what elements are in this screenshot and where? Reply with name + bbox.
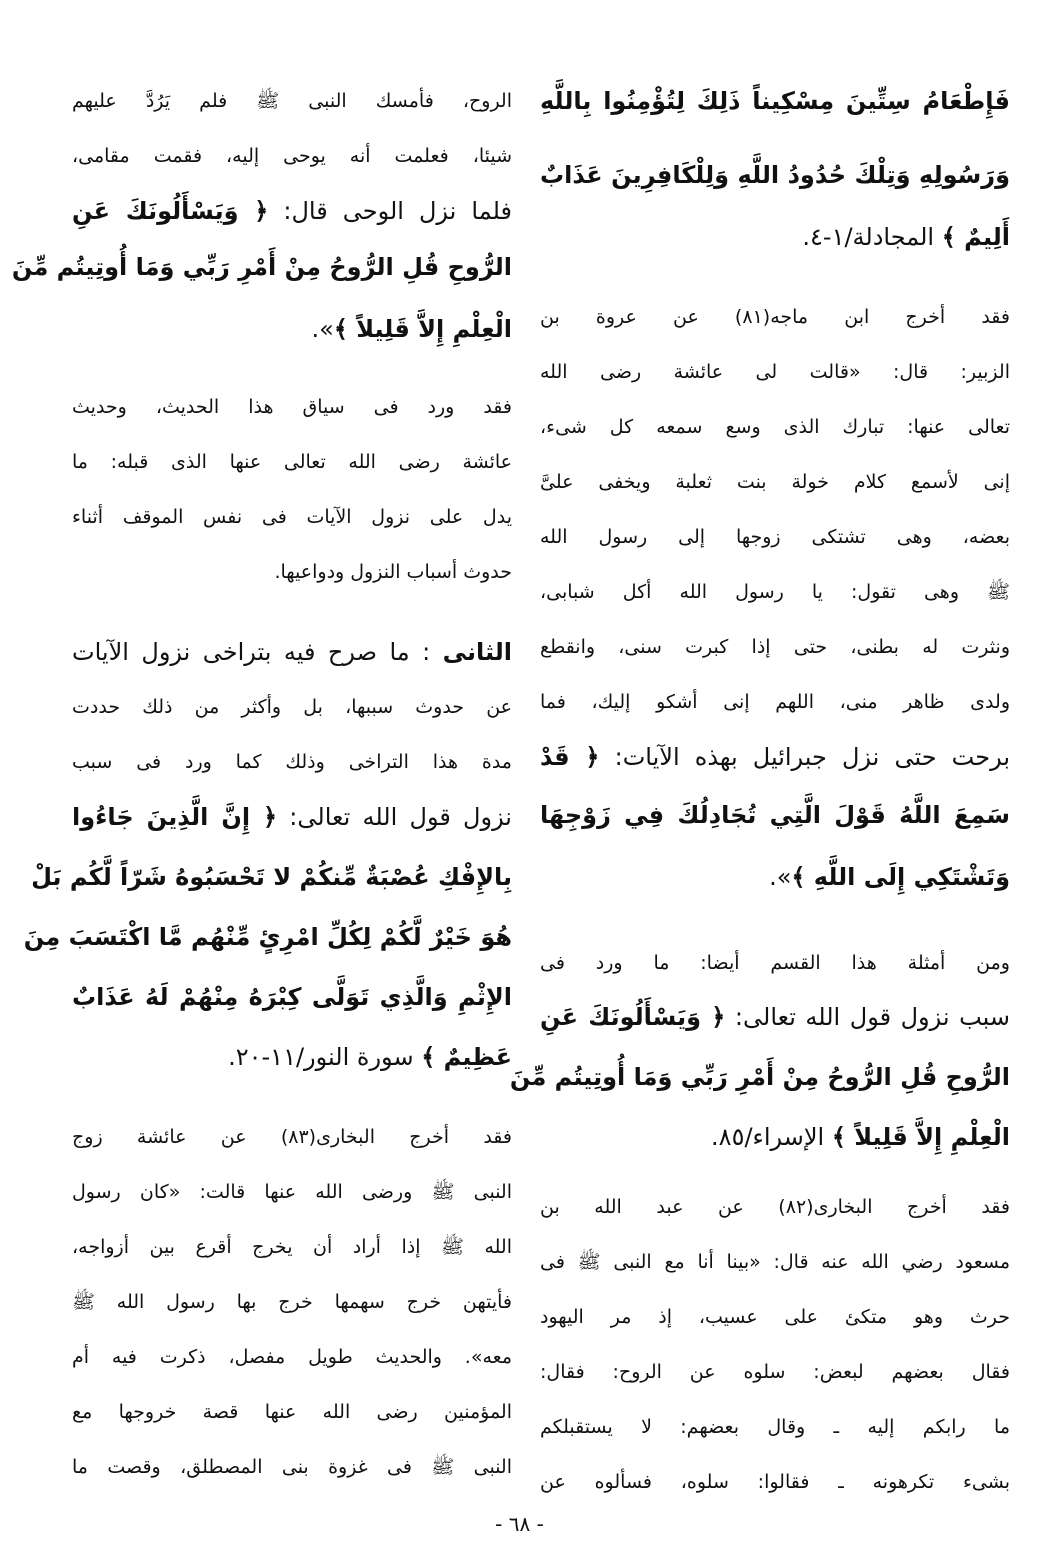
text-line: [540, 467, 1010, 497]
text-line: [72, 982, 512, 1012]
text-line: [72, 1287, 512, 1317]
text-line: [72, 1122, 512, 1152]
quran-verse-text: سَمِعَ اللَّهُ قَوْلَ الَّتِي تُجَادِلُكَ فِي زَوْجِهَا: [540, 801, 1010, 829]
body-text: فأيتهن خرج سهمها خرج بها رسول الله ﷺ: [72, 1291, 512, 1313]
body-text: ومن أمثلة هذا القسم أيضا: ما ورد فى: [540, 952, 1010, 974]
quran-verse-text: أَلِيمٌ ﴾: [941, 223, 1010, 251]
text-line: [72, 692, 512, 722]
text-line: [72, 1232, 512, 1262]
text-line: [72, 1452, 512, 1482]
text-line: [540, 522, 1010, 552]
body-text: النبى ﷺ ورضى الله عنها قالت: «كان رسول: [72, 1181, 512, 1203]
body-text: سورة النور/١١-٢٠.: [228, 1043, 422, 1071]
body-text: فلما نزل الوحى قال:: [268, 197, 512, 225]
text-line: [72, 557, 512, 587]
text-line: [72, 1042, 512, 1072]
body-text: مدة هذا التراخى وذلك كما ورد فى سبب: [72, 751, 512, 773]
quran-verse-text: وَتَشْتَكِي إِلَى اللَّهِ ﴾: [791, 863, 1010, 891]
text-line: [72, 1397, 512, 1427]
text-line: [540, 742, 1010, 772]
text-line: [509, 1062, 1010, 1092]
text-line: [72, 392, 512, 422]
quran-verse-text: الثانى: [442, 638, 512, 666]
quran-verse-text: وَرَسُولِهِ وَتِلْكَ حُدُودُ اللَّهِ وَلِلْكَافِرِينَ عَذَابٌ: [540, 161, 1010, 189]
body-text: سبب نزول قول الله تعالى:: [725, 1003, 1011, 1031]
body-text: إنى لأسمع كلام خولة بنت ثعلبة ويخفى علىَّ: [540, 471, 1010, 493]
text-line: [72, 747, 512, 777]
body-text: النبى ﷺ فى غزوة بنى المصطلق، وقصت ما: [72, 1456, 512, 1478]
text-line: [540, 577, 1010, 607]
quran-verse-text: عَظِيمٌ ﴾: [421, 1043, 512, 1071]
text-line: [72, 141, 512, 171]
body-text: برحت حتى نزل جبرائيل بهذه الآيات:: [599, 743, 1010, 771]
text-line: [72, 1177, 512, 1207]
text-line: [72, 637, 512, 667]
text-line: [540, 1467, 1010, 1497]
text-line: [540, 1412, 1010, 1442]
text-line: [72, 447, 512, 477]
body-text: معه». والحديث طويل مفصل، ذكرت فيه أم: [72, 1346, 512, 1368]
body-text: المجادلة/١-٤.: [802, 223, 942, 251]
text-line: [72, 502, 512, 532]
quran-verse-text: ﴿ قَدْ: [540, 743, 600, 771]
body-text: نزول قول الله تعالى:: [277, 803, 512, 831]
body-text: فقال بعضهم لبعض: سلوه عن الروح: فقال:: [540, 1361, 1010, 1383]
body-text: عن حدوث سببها، بل وأكثر من ذلك حددت: [72, 696, 512, 718]
body-text: شيئا، فعلمت أنه يوحى إليه، فقمت مقامى،: [72, 145, 512, 167]
text-line: [72, 314, 512, 344]
text-line: [540, 160, 1010, 190]
quran-verse-text: ﴿ وَيَسْأَلُونَكَ عَنِ: [72, 197, 269, 225]
text-line: [72, 86, 512, 116]
body-text: بعضه، وهى تشتكى زوجها إلى رسول الله: [540, 526, 1010, 548]
quran-verse-text: الرُّوحِ قُلِ الرُّوحُ مِنْ أَمْرِ رَبِّي وَمَا أُوتِيتُم مِّنَ: [11, 253, 512, 281]
text-line: [540, 632, 1010, 662]
body-text: عائشة رضى الله تعالى عنها الذى قبله: ما: [72, 451, 512, 473]
body-text: بشىء تكرهونه ـ فقالوا: سلوه، فسألوه عن: [540, 1471, 1010, 1493]
body-text: تعالى عنها: تبارك الذى وسع سمعه كل شىء،: [540, 416, 1010, 438]
quran-verse-text: الرُّوحِ قُلِ الرُّوحُ مِنْ أَمْرِ رَبِّي وَمَا أُوتِيتُم مِّنَ: [509, 1063, 1010, 1091]
text-line: [540, 1122, 1010, 1152]
text-line: [540, 222, 1010, 252]
body-text: ﷺ وهى تقول: يا رسول الله أكل شبابى،: [540, 581, 1010, 603]
text-line: [540, 1002, 1010, 1032]
body-text: فقد أخرج ابن ماجه(٨١) عن عروة بن: [540, 306, 1010, 328]
text-line: [540, 86, 1010, 116]
body-text: ولدى ظاهر منى، اللهم إنى أشكو إليك، فما: [540, 691, 1010, 713]
body-text: حدوث أسباب النزول ودواعيها.: [274, 561, 512, 583]
text-line: [540, 1302, 1010, 1332]
quran-verse-text: الْعِلْمِ إِلاَّ قَلِيلاً ﴾: [333, 315, 512, 343]
quran-verse-text: هُوَ خَيْرٌ لَّكُمْ لِكُلِّ امْرِئٍ مِّنْهُم مَّا اكْتَسَبَ مِنَ: [23, 923, 512, 951]
text-line: [540, 948, 1010, 978]
body-text: مسعود رضي الله عنه قال: «بينا أنا مع النبى ﷺ فى: [540, 1251, 1010, 1273]
body-text: المؤمنين رضى الله عنها قصة خروجها مع: [72, 1401, 512, 1423]
body-text: الله ﷺ إذا أراد أن يخرج أقرع بين أزواجه،: [72, 1236, 512, 1258]
text-line: [11, 252, 512, 282]
body-text: فقد أخرج البخارى(٨٢) عن عبد الله بن: [540, 1196, 1010, 1218]
quran-verse-text: الإِثْمِ وَالَّذِي تَوَلَّى كِبْرَهُ مِنْهُمْ لَهُ عَذَابٌ: [72, 983, 512, 1011]
body-text: : ما صرح فيه بتراخى نزول الآيات: [72, 638, 443, 666]
text-line: [540, 412, 1010, 442]
body-text: فقد ورد فى سياق هذا الحديث، وحديث: [72, 396, 512, 418]
body-text: فقد أخرج البخارى(٨٣) عن عائشة زوج: [72, 1126, 512, 1148]
body-text: ونثرت له بطنى، حتى إذا كبرت سنى، وانقطع: [540, 636, 1010, 658]
text-line: [72, 1342, 512, 1372]
text-line: [540, 302, 1010, 332]
body-text: الروح، فأمسك النبى ﷺ فلم يَرُدَّ عليهم: [72, 90, 512, 112]
quran-verse-text: بِالإِفْكِ عُصْبَةٌ مِّنكُمْ لا تَحْسَبُوهُ شَرّاً لَّكُم بَلْ: [31, 863, 512, 891]
text-line: [540, 800, 1010, 830]
quran-verse-text: فَإِطْعَامُ سِتِّينَ مِسْكِيناً ذَلِكَ لِتُؤْمِنُوا بِاللَّهِ: [540, 87, 1010, 115]
text-line: [72, 196, 512, 226]
text-line: [540, 1357, 1010, 1387]
text-line: [540, 862, 1010, 892]
quran-verse-text: الْعِلْمِ إِلاَّ قَلِيلاً ﴾: [831, 1123, 1010, 1151]
text-line: [540, 687, 1010, 717]
quran-verse-text: ﴿ وَيَسْأَلُونَكَ عَنِ: [540, 1003, 726, 1031]
text-line: [540, 1247, 1010, 1277]
body-text: ما رابكم إليه ـ وقال بعضهم: لا يستقبلكم: [540, 1416, 1010, 1438]
quran-verse-text: ﴿ إِنَّ الَّذِينَ جَاءُوا: [72, 803, 278, 831]
text-line: [72, 802, 512, 832]
text-line: [540, 1192, 1010, 1222]
body-text: الزبير: قال: «قالت لى عائشة رضى الله: [540, 361, 1010, 383]
body-text: يدل على نزول الآيات فى نفس الموقف أثناء: [72, 506, 512, 528]
body-text: ».: [311, 315, 334, 343]
body-text: ».: [769, 863, 792, 891]
text-line: [31, 862, 512, 892]
page-number: - ٦٨ -: [495, 1512, 544, 1536]
body-text: الإسراء/٨٥.: [711, 1123, 832, 1151]
text-line: [540, 357, 1010, 387]
text-line: [23, 922, 512, 952]
body-text: حرث وهو متكئ على عسيب، إذ مر اليهود: [540, 1306, 1010, 1328]
